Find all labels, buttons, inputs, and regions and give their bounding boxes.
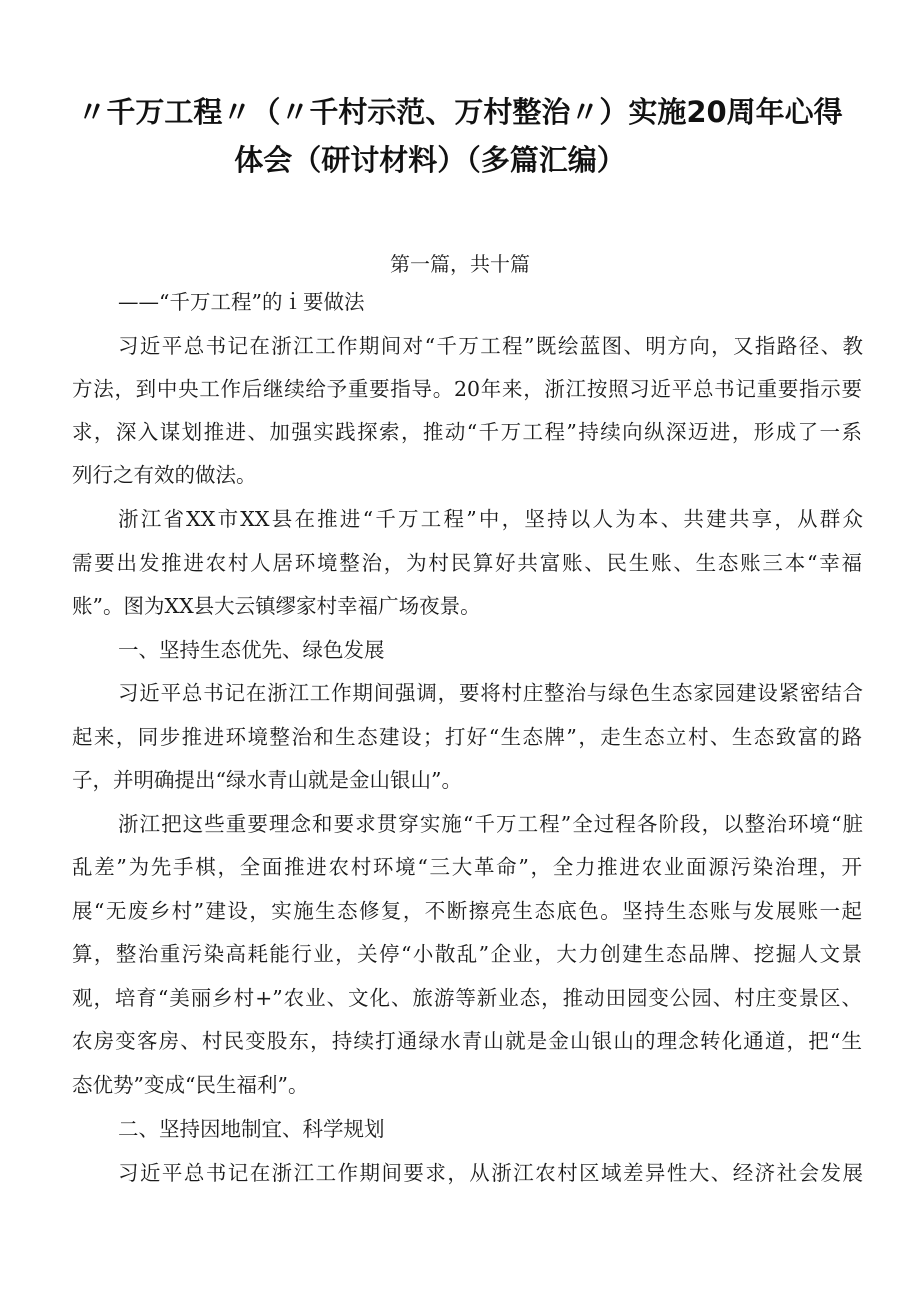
paragraph-line: 浙江把这些重要理念和要求贯穿实施“千万工程”全过程各阶段，以整治环境“脏 [118, 812, 863, 836]
paragraph-line: 算，整治重污染高耗能行业，关停“小散乱”企业，大力创建生态品牌、挖掘人文景 [72, 942, 862, 966]
paragraph-line: 态优势”变成“民生福利”。 [72, 1073, 309, 1097]
paragraph-line: 观，培育“美丽乡村+”农业、文化、旅游等新业态，推动田园变公园、村庄变景区、 [72, 986, 862, 1010]
paragraph-line: 习近平总书记在浙江工作期间强调，要将村庄整治与绿色生态家园建设紧密结合 [118, 681, 863, 705]
paragraph-line: 展“无废乡村”建设，实施生态修复，不断擦亮生态底色。坚持生态账与发展账一起 [72, 899, 862, 923]
document-title-line-1: 〃千万工程〃（〃千村示范、万村整治〃）实施20周年心得 [77, 95, 843, 129]
paragraph-line: 习近平总书记在浙江工作期间要求，从浙江农村区域差异性大、经济社会发展 [118, 1161, 863, 1185]
paragraph-line: 浙江省XX市XX县在推进“千万工程”中，坚持以人为本、共建共享，从群众 [118, 507, 863, 531]
section-counter: 第一篇，共十篇 [390, 252, 530, 276]
paragraph-line: 账”。图为XX县大云镇缪家村幸福广场夜景。 [72, 594, 481, 618]
paragraph-line: 方法，到中央工作后继续给予重要指导。20年来，浙江按照习近平总书记重要指示要 [72, 377, 862, 401]
section-heading-2: 二、坚持因地制宜、科学规划 [118, 1117, 385, 1141]
paragraph-line: 子，并明确提出“绿水青山就是金山银山”。 [72, 768, 462, 792]
section-heading-1: 一、坚持生态优先、绿色发展 [118, 638, 385, 662]
paragraph-line: 农房变客房、村民变股东，持续打通绿水青山就是金山银山的理念转化通道，把“生 [72, 1029, 862, 1053]
article-subtitle: ——“千万工程”的ｉ要做法 [118, 290, 365, 314]
paragraph-line: 乱差”为先手棋，全面推进农村环境“三大革命”，全力推进农业面源污染治理，开 [72, 855, 862, 879]
paragraph-line: 习近平总书记在浙江工作期间对“千万工程”既绘蓝图、明方向，又指路径、教 [118, 334, 863, 358]
paragraph-line: 求，深入谋划推进、加强实践探索，推动“千万工程”持续向纵深迈进，形成了一系 [72, 420, 862, 444]
document-title-line-2: 体会（研讨材料）（多篇汇编） [234, 143, 626, 177]
paragraph-line: 需要出发推进农村人居环境整治，为村民算好共富账、民生账、生态账三本“幸福 [72, 551, 862, 575]
paragraph-line: 起来，同步推进环境整治和生态建设；打好“生态牌”，走生态立村、生态致富的路 [72, 725, 862, 749]
paragraph-line: 列行之有效的做法。 [72, 463, 257, 487]
